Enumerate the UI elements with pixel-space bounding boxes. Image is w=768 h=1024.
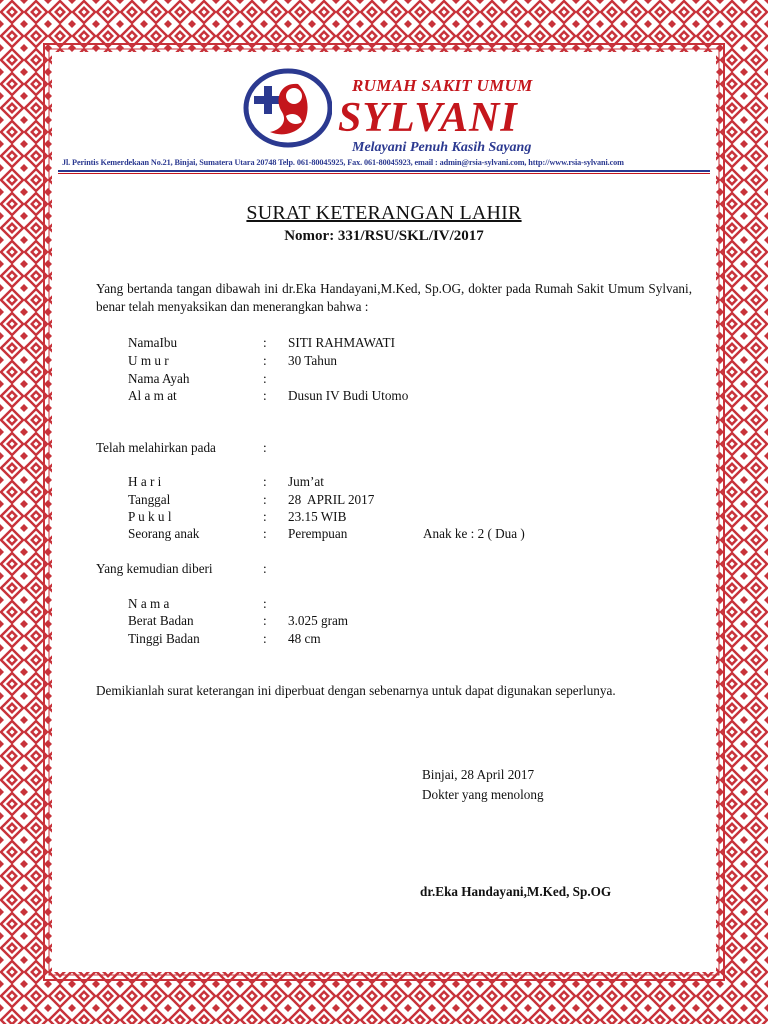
field-colon: : xyxy=(263,526,267,541)
document-number: Nomor: 331/RSU/SKL/IV/2017 xyxy=(284,228,484,244)
intro-paragraph: Yang bertanda tangan dibawah ini dr.Eka Handayani,M.Ked, Sp.OG, dokter pada Rumah Sakit Umum Sylvani, benar telah menyaksikan dan menerangkan bahwa : xyxy=(96,281,692,314)
field-colon: : xyxy=(263,440,267,455)
field-value: 28 APRIL 2017 xyxy=(288,492,375,507)
field-value: Jum’at xyxy=(288,474,324,489)
field-colon: : xyxy=(263,474,267,489)
field-value: 30 Tahun xyxy=(288,353,338,368)
field-value: Perempuan xyxy=(288,526,348,541)
section-label: Telah melahirkan pada xyxy=(96,440,216,455)
field-colon: : xyxy=(263,561,267,576)
hospital-tagline: Melayani Penuh Kasih Sayang xyxy=(352,140,532,155)
field-colon: : xyxy=(263,631,267,646)
field-label: N a m a xyxy=(128,596,170,611)
field-colon: : xyxy=(263,613,267,628)
field-label: Berat Badan xyxy=(128,613,194,628)
hospital-address: Jl. Perintis Kemerdekaan No.21, Binjai, Sumatera Utara 20748 Telp. 061-80045925, Fax. 061-80045923, email : admin@rsia-sylvani.com, http://www.rsia-sylvani.com xyxy=(62,158,624,167)
hospital-name: SYLVANI xyxy=(338,95,518,141)
field-label: NamaIbu xyxy=(128,335,178,350)
field-label: Al a m at xyxy=(128,388,177,403)
closing-paragraph: Demikianlah surat keterangan ini diperbuat dengan sebenarnya untuk dapat digunakan seperlunya. xyxy=(96,683,616,698)
letterhead-rule xyxy=(58,170,710,172)
letterhead xyxy=(52,52,716,180)
letterhead-rule-thin xyxy=(58,173,710,174)
field-value: Dusun IV Budi Utomo xyxy=(288,388,409,403)
cross-mother-child-logo-icon xyxy=(240,66,332,148)
field-colon: : xyxy=(263,371,267,386)
field-label: H a r i xyxy=(128,474,162,489)
field-label: P u k u l xyxy=(128,509,172,524)
hospital-type: RUMAH SAKIT UMUM xyxy=(352,76,533,95)
field-colon: : xyxy=(263,353,267,368)
field-label: Tinggi Badan xyxy=(128,631,200,646)
field-colon: : xyxy=(263,509,267,524)
field-label: Tanggal xyxy=(128,492,171,507)
field-colon: : xyxy=(263,596,267,611)
field-colon: : xyxy=(263,492,267,507)
section-label: Yang kemudian diberi xyxy=(96,561,213,576)
field-colon: : xyxy=(263,335,267,350)
child-order: Anak ke : 2 ( Dua ) xyxy=(423,526,525,541)
field-label: U m u r xyxy=(128,353,169,368)
signer-role: Dokter yang menolong xyxy=(422,787,544,802)
field-value: 3.025 gram xyxy=(288,613,349,628)
field-colon: : xyxy=(263,388,267,403)
field-label: Seorang anak xyxy=(128,526,200,541)
signer-name: dr.Eka Handayani,M.Ked, Sp.OG xyxy=(420,884,612,899)
field-value: 23.15 WIB xyxy=(288,509,347,524)
field-value: SITI RAHMAWATI xyxy=(288,335,395,350)
field-label: Nama Ayah xyxy=(128,371,190,386)
field-value: 48 cm xyxy=(288,631,321,646)
document-page xyxy=(52,52,716,972)
document-title: SURAT KETERANGAN LAHIR xyxy=(246,202,522,224)
place-date: Binjai, 28 April 2017 xyxy=(422,767,535,782)
